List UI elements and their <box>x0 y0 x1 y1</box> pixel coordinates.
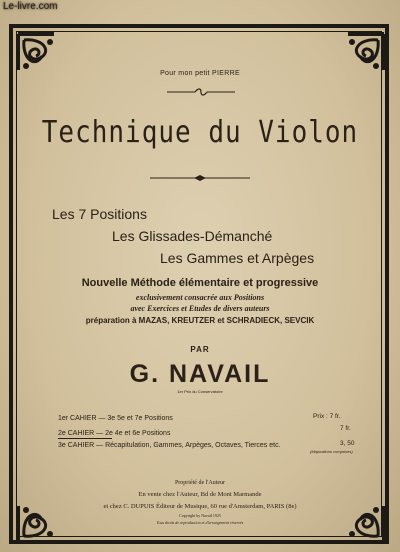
dedication: Pour mon petit PIERRE <box>160 70 240 77</box>
cahier-2-underline <box>58 438 112 439</box>
topic-gammes: Les Gammes et Arpèges <box>160 250 315 266</box>
cahier-3: 3e CAHIER — Récapitulation, Gammes, Arpèges, Octaves, Tierces etc. <box>58 442 281 449</box>
cahier-2: 2e CAHIER — 2e 4e et 6e Positions <box>58 430 171 437</box>
description-line-2: avec Exercices et Etudes de divers auteurs <box>130 304 270 313</box>
publisher-line-2: En vente chez l'Auteur, Bd de Mont Marmande <box>138 491 262 498</box>
price-2: 7 fr. <box>340 425 351 432</box>
author-name: G. NAVAIL <box>129 360 271 388</box>
publisher-line-1: Propriété de l'Auteur <box>174 480 226 486</box>
title-rule-icon <box>150 175 250 181</box>
preparation-line: préparation à MAZAS, KREUTZER et SCHRADIECK, SEVCIK <box>85 316 315 325</box>
subtitle: Nouvelle Méthode élémentaire et progressive <box>81 277 319 289</box>
corner-ornament-icon <box>14 30 72 88</box>
cahier-1: 1er CAHIER — 3e 5e et 7e Positions <box>58 415 173 422</box>
topic-glissades: Les Glissades-Démanché <box>112 228 273 244</box>
rights-line: Tous droits de reproduction et d'arrangement réservés <box>156 520 244 525</box>
price-note: (Majorations comprises) <box>310 449 353 454</box>
price-1: Prix : 7 fr. <box>313 413 341 420</box>
by-label: PAR <box>190 345 210 354</box>
description-line-1: exclusivement consacrée aux Positions <box>135 293 265 302</box>
corner-ornament-icon <box>330 30 388 88</box>
publisher-line-3: et chez C. DUPUIS Éditeur de Musique, 60 rue d'Amsterdam, PARIS (8e) <box>103 503 297 510</box>
author-credential: 1er Prix du Conservatoire <box>177 389 223 394</box>
topic-positions: Les 7 Positions <box>52 206 147 222</box>
page-title: Technique du Violon <box>41 115 359 151</box>
copyright-line: Copyright by Navail 1925 <box>179 513 221 518</box>
price-3: 3, 50 <box>340 440 355 447</box>
divider-ornament-icon <box>165 88 237 96</box>
watermark: Le-livre.com <box>3 1 58 12</box>
